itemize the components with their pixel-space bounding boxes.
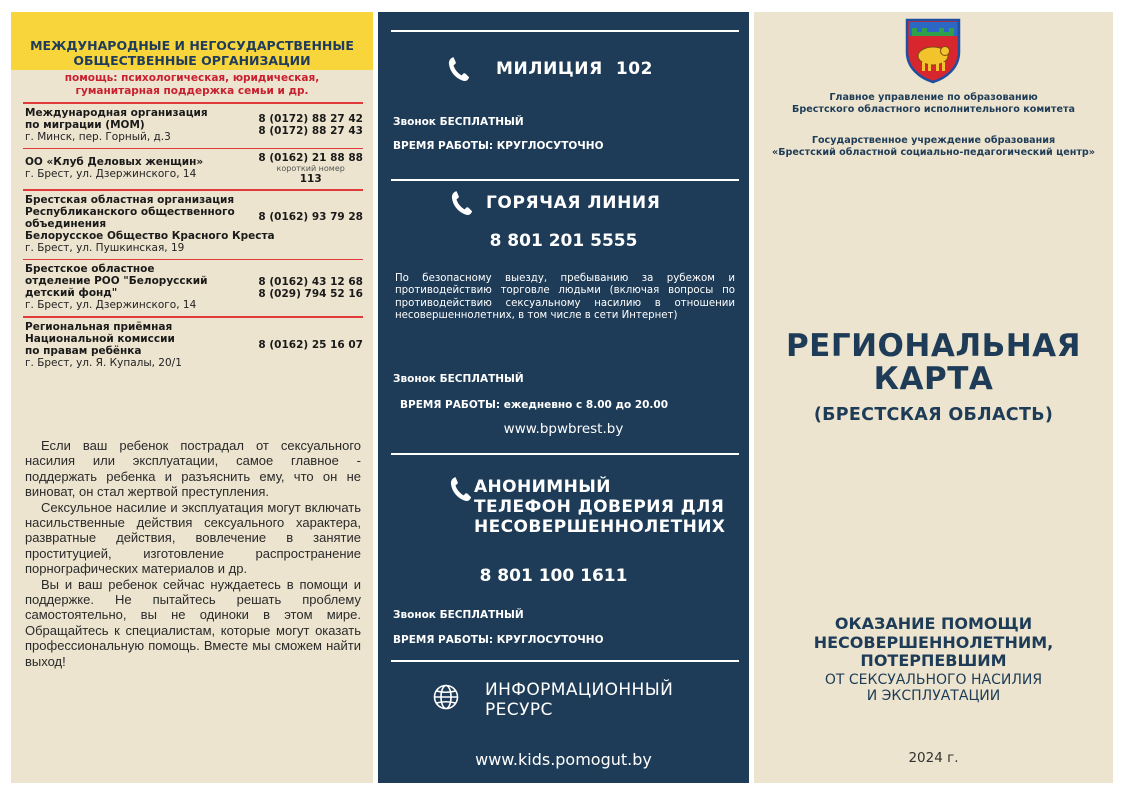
divider <box>391 660 739 662</box>
free-call-label: Звонок БЕСПЛАТНЫЙ <box>393 609 524 621</box>
phone-icon <box>450 476 472 502</box>
organization-name: Брестское областное отделение РОО "Белорусский детский фонд" <box>25 263 208 299</box>
left-panel <box>11 12 373 783</box>
institution-name: Государственное учреждение образования «Брестский областной социально-педагогический центр» <box>772 135 1095 158</box>
phone-icon <box>448 56 470 82</box>
working-hours: ВРЕМЯ РАБОТЫ: КРУГЛОСУТОЧНО <box>393 140 604 152</box>
organization-entry <box>11 191 373 259</box>
organization-phone: 8 (0172) 88 27 42 <box>258 113 363 125</box>
working-hours: ВРЕМЯ РАБОТЫ: КРУГЛОСУТОЧНО <box>393 634 604 646</box>
short-number: 113 <box>299 173 322 185</box>
help-subtitle: ОТ СЕКСУАЛЬНОГО НАСИЛИЯ И ЭКСПЛУАТАЦИИ <box>824 672 1043 704</box>
organizations-subtitle: помощь: психологическая, юридическая, гуманитарная поддержка семьи и др. <box>64 72 320 97</box>
organizations-title: МЕЖДУНАРОДНЫЕ И НЕГОСУДАРСТВЕННЫЕ ОБЩЕСТВЕННЫЕ ОРГАНИЗАЦИИ <box>30 38 354 68</box>
organization-name: Международная организация по миграции (МОМ) <box>25 106 208 131</box>
page-title: РЕГИОНАЛЬНАЯ КАРТА <box>785 328 1082 397</box>
police-number: 102 <box>615 59 654 79</box>
phone-icon <box>451 190 473 216</box>
organization-name: Брестская областная организация Республиканского общественного объединения Белорусское Общество Красного Креста <box>25 193 275 242</box>
middle-panel <box>378 12 749 783</box>
info-resource-label: ИНФОРМАЦИОННЫЙ РЕСУРС <box>485 680 674 720</box>
trust-line-title: АНОНИМНЫЙ ТЕЛЕФОН ДОВЕРИЯ ДЛЯ НЕСОВЕРШЕННОЛЕТНИХ <box>474 477 726 537</box>
organizations-header <box>11 12 373 70</box>
organization-address: г. Брест, ул. Дзержинского, 14 <box>25 168 197 180</box>
free-call-label: Звонок БЕСПЛАТНЫЙ <box>393 116 524 128</box>
organization-address: г. Брест, ул. Пушкинская, 19 <box>25 241 185 254</box>
organization-entry <box>11 318 373 374</box>
advice-paragraph: Вы и ваш ребенок сейчас нуждаетесь в помощи и поддержке. Не пытайтесь решать проблему самостоятельно, вы не одиноки в этом мире. Обращайтесь к специалистам, которые могут оказать профессиональную помощь. Вместе мы сможем найти выход! <box>25 576 361 669</box>
globe-icon <box>433 684 459 710</box>
organization-phone: 8 (0162) 43 12 68 <box>258 275 363 288</box>
working-hours: ВРЕМЯ РАБОТЫ: ежедневно с 8.00 до 20.00 <box>400 399 669 411</box>
help-title: ОКАЗАНИЕ ПОМОЩИ НЕСОВЕРШЕННОЛЕТНИМ, ПОТЕРПЕВШИМ <box>813 614 1054 670</box>
organization-address: г. Брест, ул. Я. Купалы, 20/1 <box>25 356 182 369</box>
organization-entry <box>11 260 373 316</box>
organization-entry <box>11 149 373 189</box>
divider <box>391 30 739 32</box>
organization-entry <box>11 104 373 148</box>
hotline-description: По безопасному выезду, пребыванию за рубежом и противодействию торговле людьми (включая вопросы по противодействию сексуальному насилию в отношении несовершеннолетних, в том числе в сети Интернет) <box>395 273 735 322</box>
advice-text <box>11 438 373 669</box>
advice-paragraph: Если ваш ребенок пострадал от сексуального насилия или эксплуатации, самое главное - поддержать ребенка и разъяснить ему, что он не виноват, он стал жертвой преступления. <box>25 438 361 500</box>
police-title: МИЛИЦИЯ 102 <box>496 59 654 79</box>
hotline-number: 8 801 201 5555 <box>489 231 638 251</box>
organization-phone: 8 (0162) 93 79 28 <box>258 211 363 223</box>
divider <box>391 179 739 181</box>
hotline-website[interactable]: www.bpwbrest.by <box>503 421 624 437</box>
right-panel <box>754 12 1113 783</box>
hotline-title: ГОРЯЧАЯ ЛИНИЯ <box>486 193 661 213</box>
organization-name: Региональная приёмная Национальной комиссии по правам ребёнка <box>25 320 175 357</box>
organization-phone: 8 (0162) 21 88 88 <box>258 152 363 164</box>
organization-phone: 8 (0172) 88 27 43 <box>258 125 363 137</box>
info-resource-website[interactable]: www.kids.pomogut.by <box>475 750 652 769</box>
short-number-label: короткий номер <box>276 164 345 173</box>
page-subtitle: (БРЕСТСКАЯ ОБЛАСТЬ) <box>813 405 1054 425</box>
divider <box>391 453 739 455</box>
trust-line-number: 8 801 100 1611 <box>479 566 628 586</box>
organization-phone: 8 (029) 794 52 16 <box>258 287 363 300</box>
organization-phone: 8 (0162) 25 16 07 <box>258 339 363 351</box>
organization-name: ОО «Клуб Деловых женщин» <box>25 156 204 168</box>
coat-of-arms-emblem <box>904 16 962 84</box>
authority-name: Главное управление по образованию Брестского областного исполнительного комитета <box>792 92 1075 115</box>
free-call-label: Звонок БЕСПЛАТНЫЙ <box>393 373 524 385</box>
organization-address: г. Минск, пер. Горный, д.3 <box>25 130 171 143</box>
organization-address: г. Брест, ул. Дзержинского, 14 <box>25 299 197 311</box>
publication-year: 2024 г. <box>908 750 959 766</box>
advice-paragraph: Сексульное насилие и эксплуатация могут включать насильственные действия сексуального характера, развратные действия, вовлечение в занятие проституцией, изготовление распространение порнографических материалов и др. <box>25 499 361 577</box>
